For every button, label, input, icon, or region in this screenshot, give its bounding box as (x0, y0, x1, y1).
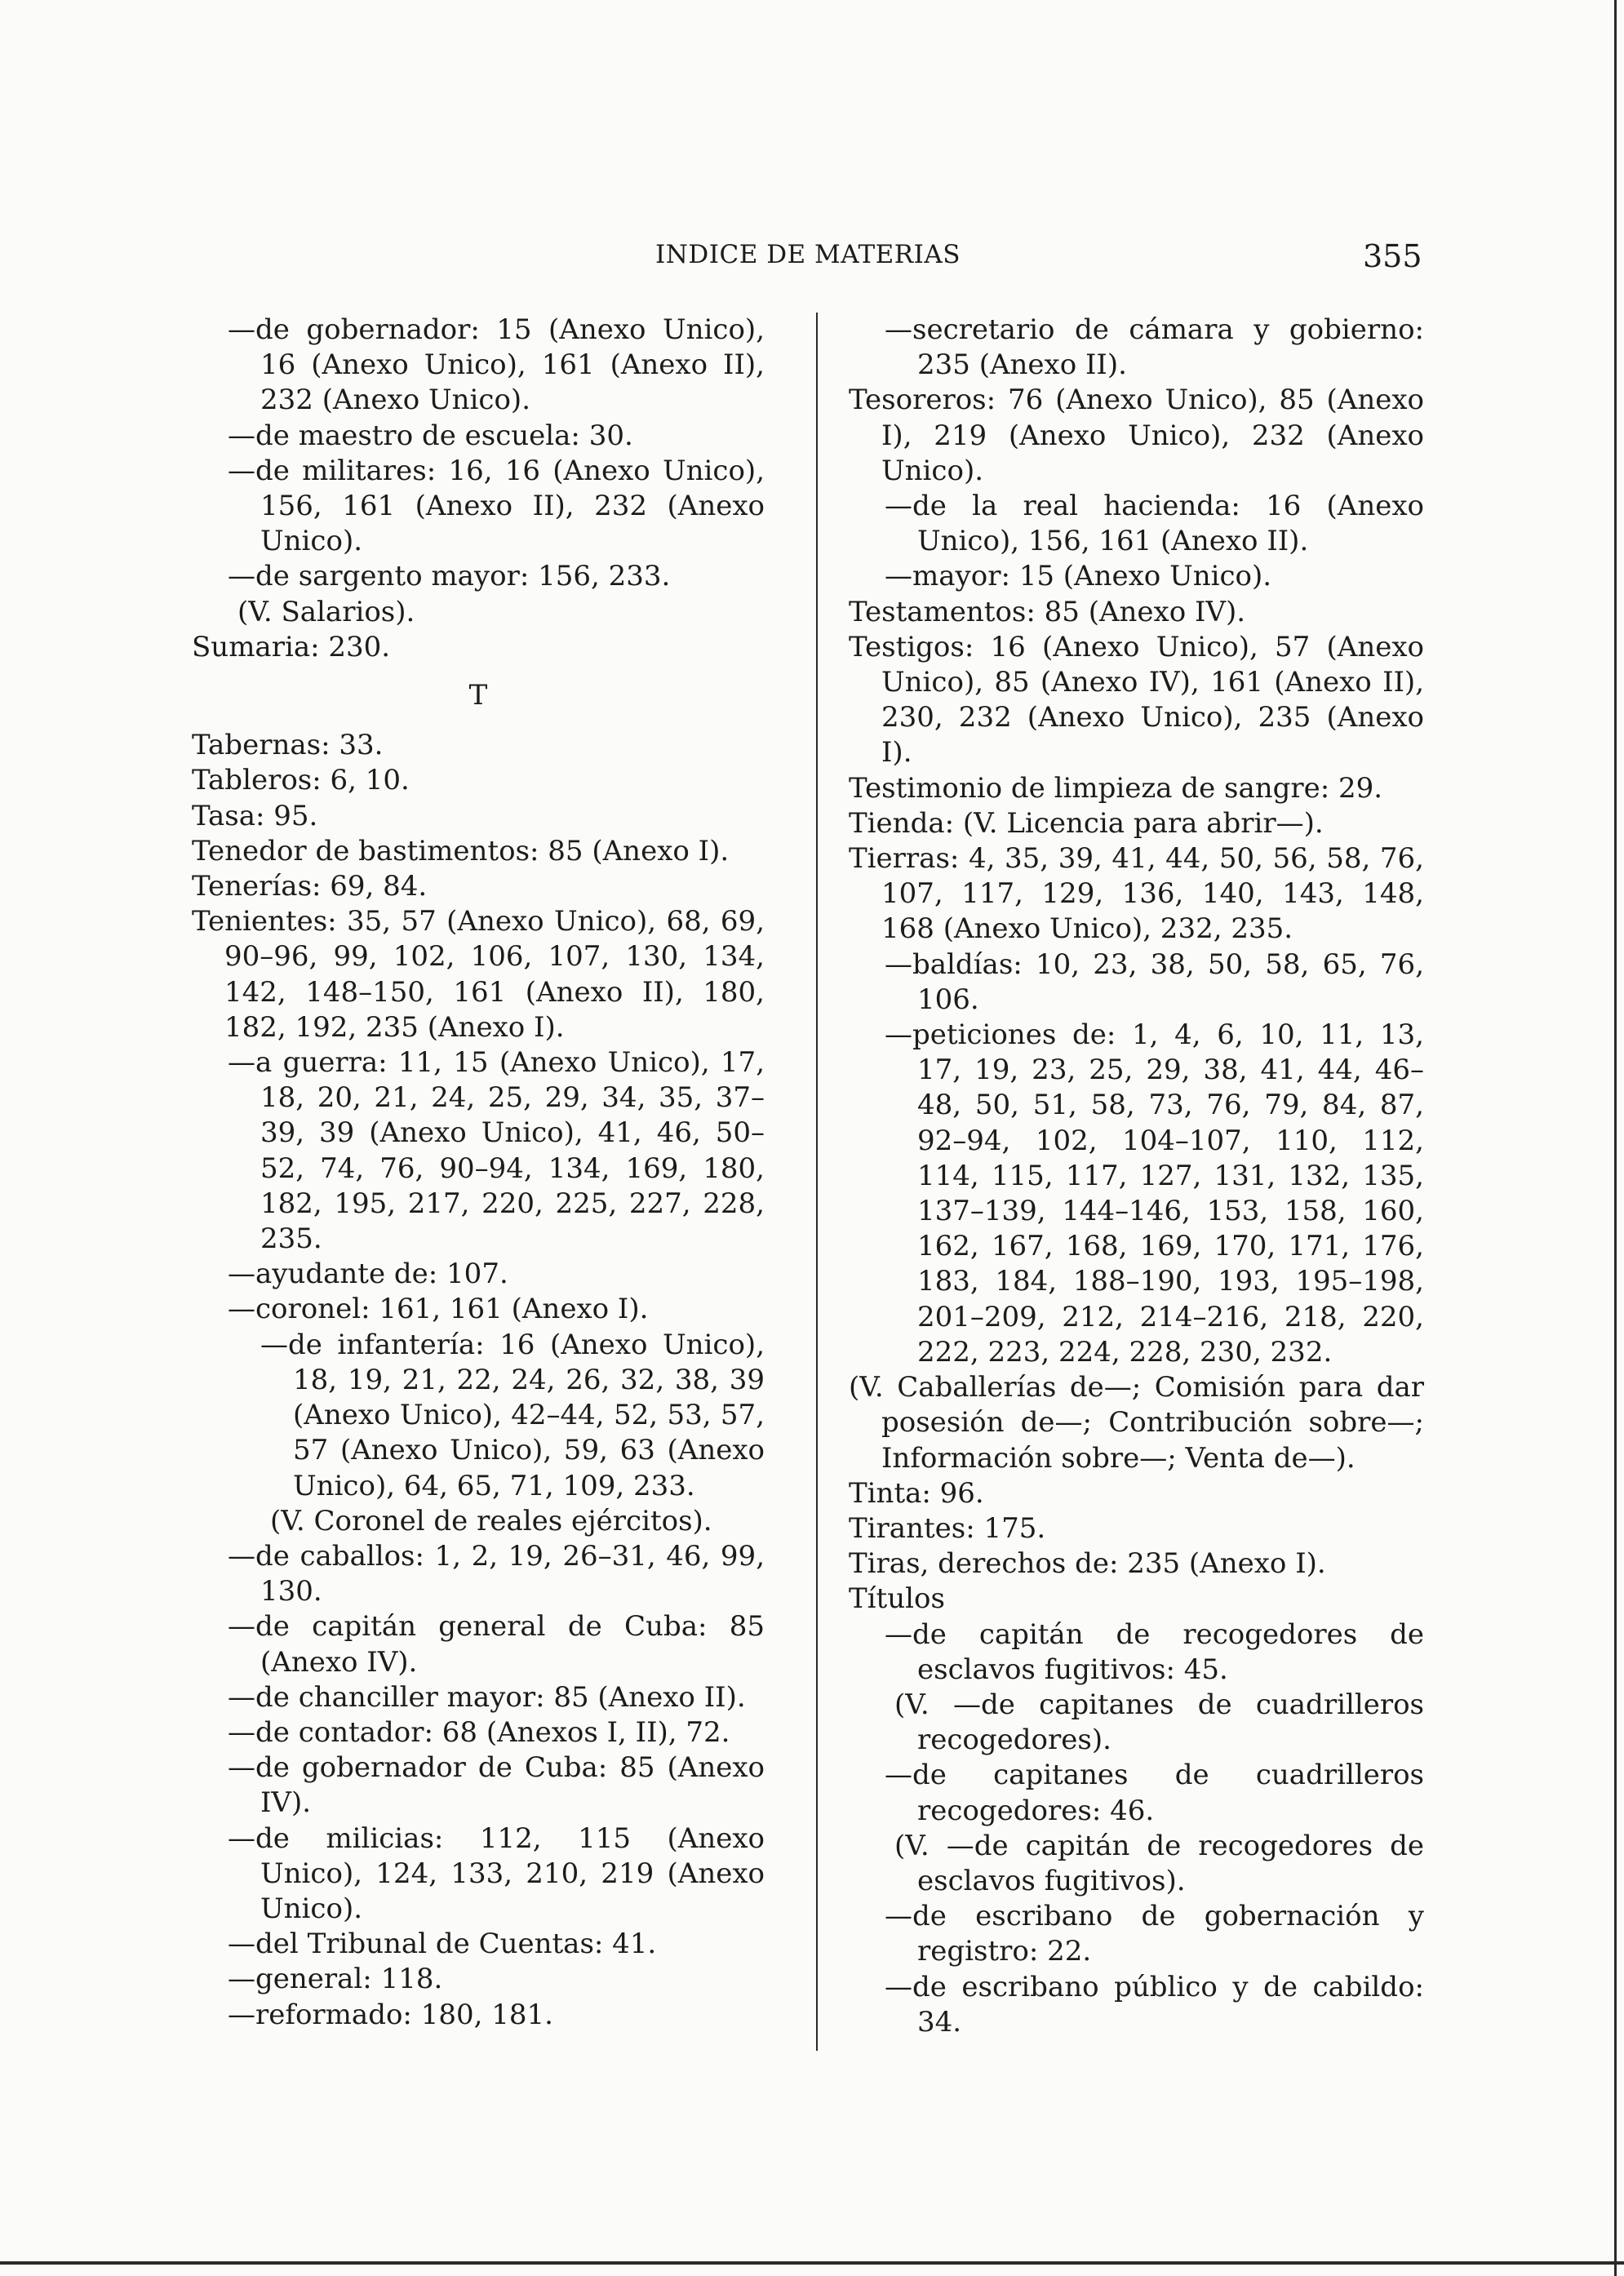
index-subentry: —de capitán de recogedores de esclavos fugitivos: 45. (885, 1617, 1424, 1686)
index-subentry: —ayudante de: 107. (228, 1258, 508, 1291)
index-subentry: —de gobernador de Cuba: 85 (Anexo IV). (228, 1751, 765, 1820)
index-subentry: —general: 118. (228, 1963, 443, 1996)
cross-reference: (V. —de capitán de recogedores de esclavos fugitivos). (894, 1829, 1424, 1897)
index-subentry: —de chanciller mayor: 85 (Anexo II). (228, 1680, 746, 1714)
index-column-right (849, 313, 1424, 2040)
index-subentry: —de militares: 16, 16 (Anexo Unico), 156, 161 (Anexo II), 232 (Anexo Unico). (228, 454, 765, 558)
index-subentry: —de caballos: 1, 2, 19, 26–31, 46, 99, 130. (228, 1539, 765, 1608)
cross-reference: (V. Caballerías de—; Comisión para dar posesión de—; Contribución sobre—; Información sobre—; Venta de—). (849, 1371, 1424, 1475)
index-subentry: —de sargento mayor: 156, 233. (228, 560, 671, 593)
cross-reference: (V. —de capitanes de cuadrilleros recogedores). (894, 1688, 1424, 1757)
index-subentry: —de contador: 68 (Anexos I, II), 72. (228, 1715, 730, 1749)
page-number: 355 (1363, 238, 1422, 274)
index-subentry: —de capitán general de Cuba: 85 (Anexo IV). (228, 1610, 765, 1679)
index-subentry: —coronel: 161, 161 (Anexo I). (228, 1293, 649, 1326)
section-letter: T (468, 679, 488, 712)
cross-reference: (V. Salarios). (237, 595, 415, 628)
index-subentry: —secretario de cámara y gobierno: 235 (Anexo II). (885, 313, 1424, 382)
index-entry: Tienda: (V. Licencia para abrir—). (849, 806, 1324, 840)
index-entry: Tiras, derechos de: 235 (Anexo I). (849, 1547, 1326, 1581)
index-entry: Tenientes: 35, 57 (Anexo Unico), 68, 69, 90–96, 99, 102, 106, 107, 130, 134, 142, 148–150, 161 (Anexo II), 180, 182, 192, 235 (Anexo I). (192, 905, 765, 1044)
index-subentry: —mayor: 15 (Anexo Unico). (885, 560, 1272, 593)
index-entry: Tesoreros: 76 (Anexo Unico), 85 (Anexo I), 219 (Anexo Unico), 232 (Anexo Unico). (849, 384, 1424, 487)
index-entry: Testamentos: 85 (Anexo IV). (849, 595, 1246, 628)
index-subentry: —de maestro de escuela: 30. (228, 419, 633, 452)
index-entry: Sumaria: 230. (192, 630, 391, 663)
index-column-left (192, 313, 765, 2033)
index-entry: Tableros: 6, 10. (192, 764, 410, 797)
index-subentry: —de infantería: 16 (Anexo Unico), 18, 19, 21, 22, 24, 26, 32, 38, 39 (Anexo Unico), 42–44, 52, 53, 57, 57 (Anexo Unico), 59, 63 (Anexo Unico), 64, 65, 71, 109, 233. (260, 1328, 765, 1502)
index-subentry: —de capitanes de cuadrilleros recogedores: 46. (885, 1759, 1424, 1827)
index-subentry: —reformado: 180, 181. (228, 1998, 553, 2031)
index-subentry: —de escribano público y de cabildo: 34. (885, 1970, 1424, 2039)
index-entry: Tinta: 96. (849, 1476, 984, 1510)
index-subentry: —baldías: 10, 23, 38, 50, 58, 65, 76, 106. (885, 947, 1424, 1016)
index-subentry: —del Tribunal de Cuentas: 41. (228, 1928, 657, 1961)
index-entry: Testimonio de limpieza de sangre: 29. (849, 771, 1383, 805)
running-header-title: INDICE DE MATERIAS (655, 240, 961, 269)
page-edge-bottom (0, 2261, 1624, 2265)
index-entry: Testigos: 16 (Anexo Unico), 57 (Anexo Unico), 85 (Anexo IV), 161 (Anexo II), 230, 232 (Anexo Unico), 235 (Anexo I). (849, 630, 1424, 770)
index-entry: Tierras: 4, 35, 39, 41, 44, 50, 56, 58, 76, 107, 117, 129, 136, 140, 143, 148, 168 (Anexo Unico), 232, 235. (849, 842, 1424, 946)
index-subentry: —peticiones de: 1, 4, 6, 10, 11, 13, 17, 19, 23, 25, 29, 38, 41, 44, 46–48, 50, 51, 58, 73, 76, 79, 84, 87, 92–94, 102, 104–107, 110, 112, 114, 115, 117, 127, 131, 132, 135, 137–139, 144–146, 153, 158, 160, 162, 167, 168, 169, 170, 171, 176, 183, 184, 188–190, 193, 195–198, 201–209, 212, 214–216, 218, 220, 222, 223, 224, 228, 230, 232. (885, 1018, 1424, 1369)
index-subentry: —de escribano de gobernación y registro: 22. (885, 1900, 1424, 1968)
index-entry: Tasa: 95. (192, 799, 318, 832)
index-subentry: —de gobernador: 15 (Anexo Unico), 16 (Anexo Unico), 161 (Anexo II), 232 (Anexo Unico). (228, 313, 765, 417)
index-entry: Tabernas: 33. (192, 729, 384, 762)
index-subentry: —a guerra: 11, 15 (Anexo Unico), 17, 18, 20, 21, 24, 25, 29, 34, 35, 37–39, 39 (Anexo Unico), 41, 46, 50–52, 74, 76, 90–94, 134, 169, 180, 182, 195, 217, 220, 225, 227, 228, 235. (228, 1046, 765, 1256)
index-subentry: —de milicias: 112, 115 (Anexo Unico), 124, 133, 210, 219 (Anexo Unico). (228, 1821, 765, 1925)
index-entry: Títulos (849, 1582, 945, 1616)
cross-reference: (V. Coronel de reales ejércitos). (270, 1504, 712, 1537)
column-divider (816, 313, 818, 2051)
index-entry: Tenerías: 69, 84. (192, 870, 428, 903)
index-entry: Tirantes: 175. (849, 1511, 1046, 1545)
page-edge-right (1614, 0, 1617, 2276)
index-subentry: —de la real hacienda: 16 (Anexo Unico), 156, 161 (Anexo II). (885, 490, 1424, 558)
index-entry: Tenedor de bastimentos: 85 (Anexo I). (192, 834, 730, 867)
